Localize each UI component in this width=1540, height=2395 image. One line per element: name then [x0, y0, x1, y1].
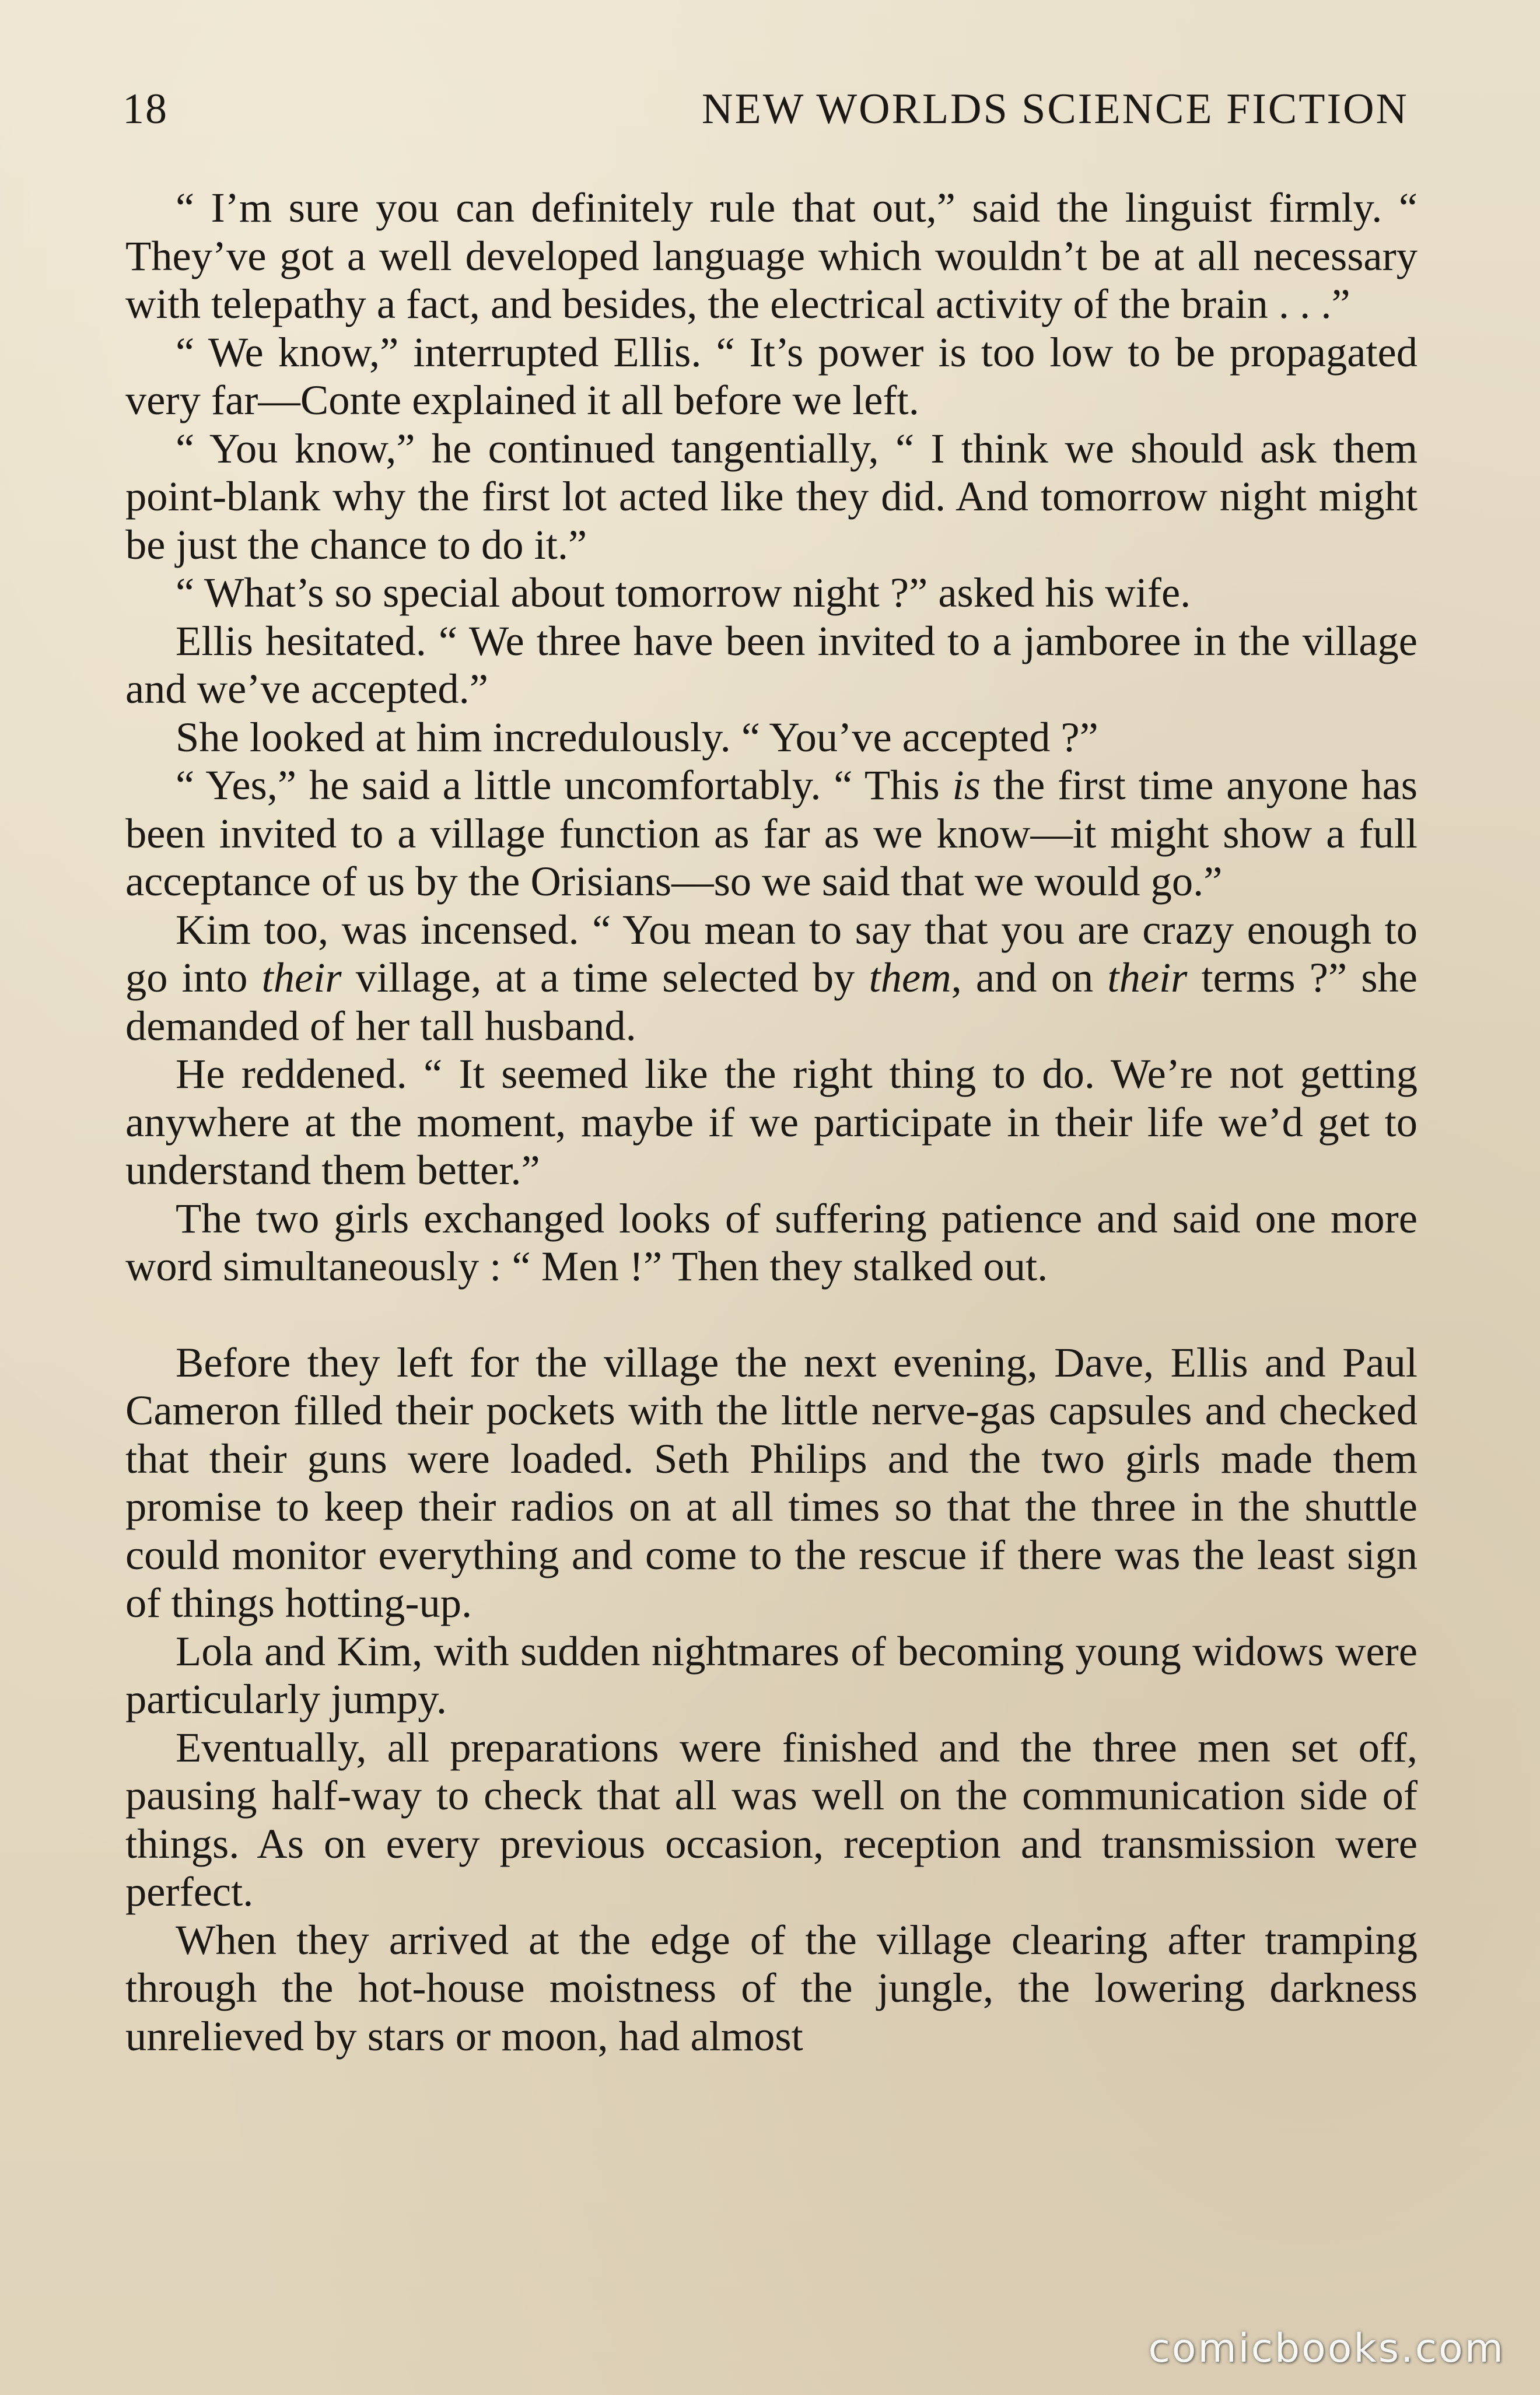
section-break	[125, 1291, 1418, 1339]
paragraph: “ What’s so special about tomorrow night ?” asked his wife.	[176, 569, 1191, 616]
text-run: , and on	[951, 954, 1108, 1001]
paragraph: Ellis hesitated. “ We three have been invited to a jamboree in the village and we’ve accepted.”	[125, 617, 1418, 712]
paragraph: Before they left for the village the next evening, Dave, Ellis and Paul Cameron filled their pockets with the little nerve-gas capsules and checked that their guns were loaded. Seth Philips and the two girls made them promise to keep their radios on at all times so that the three in the shuttle could monitor everything and come to the rescue if there was the least sign of things hotting-up.	[125, 1338, 1418, 1626]
italic-word: their	[261, 954, 342, 1001]
paragraph: The two girls exchanged looks of suffering patience and said one more word simultaneously : “ Men !” Then they stalked out.	[125, 1194, 1418, 1290]
page-header	[123, 85, 1409, 143]
italic-word: is	[952, 761, 981, 808]
italic-word: them	[869, 954, 951, 1001]
running-head: NEW WORLDS SCIENCE FICTION	[702, 85, 1409, 133]
text-run: village, at a time selected by	[341, 954, 869, 1001]
paragraph: “ We know,” interrupted Ellis. “ It’s power is too low to be propagated very far—Conte explained it all before we left.	[125, 328, 1418, 423]
paragraph: When they arrived at the edge of the village clearing after tramping through the hot-house moistness of the jungle, the lowering darkness unrelieved by stars or moon, had almost	[125, 1916, 1418, 2060]
paragraph: He reddened. “ It seemed like the right thing to do. We’re not getting anywhere at the moment, maybe if we participate in their life we’d get to understand them better.”	[125, 1050, 1418, 1193]
page-number: 18	[123, 85, 168, 133]
watermark: comicbooks.com	[1148, 2326, 1505, 2372]
text-run: Kim too, was incensed. “ You mean to say that you are crazy enough to go into	[125, 905, 1418, 1001]
text-run: the first time anyone has been invited to a village function as far as we know—it might show a full acceptance of us by the Orisians—so we said that we would go.”	[125, 761, 1418, 905]
page-body	[125, 184, 1418, 2060]
text-run: “ Yes,” he said a little uncomfortably. “ This	[176, 761, 953, 808]
paragraph-yes	[125, 761, 1418, 906]
paragraph-kim	[125, 906, 1418, 1051]
paragraph: “ You know,” he continued tangentially, “ I think we should ask them point-blank why the first lot acted like they did. And tomorrow night might be just the chance to do it.”	[125, 424, 1418, 568]
paragraph: “ I’m sure you can definitely rule that out,” said the linguist firmly. “ They’ve got a well developed language which wouldn’t be at all necessary with telepathy a fact, and besides, the electrical activity of the brain . . .”	[125, 184, 1418, 327]
paragraph: She looked at him incredulously. “ You’ve accepted ?”	[176, 713, 1098, 761]
paragraph: Eventually, all preparations were finished and the three men set off, pausing half-way to check that all was well on the communication side of things. As on every previous occasion, reception and transmission were perfect.	[125, 1723, 1418, 1915]
text-run: terms ?” she demanded of her tall husband.	[125, 954, 1418, 1049]
italic-word: their	[1107, 954, 1188, 1001]
paragraph: Lola and Kim, with sudden nightmares of becoming young widows were particularly jumpy.	[125, 1627, 1418, 1722]
